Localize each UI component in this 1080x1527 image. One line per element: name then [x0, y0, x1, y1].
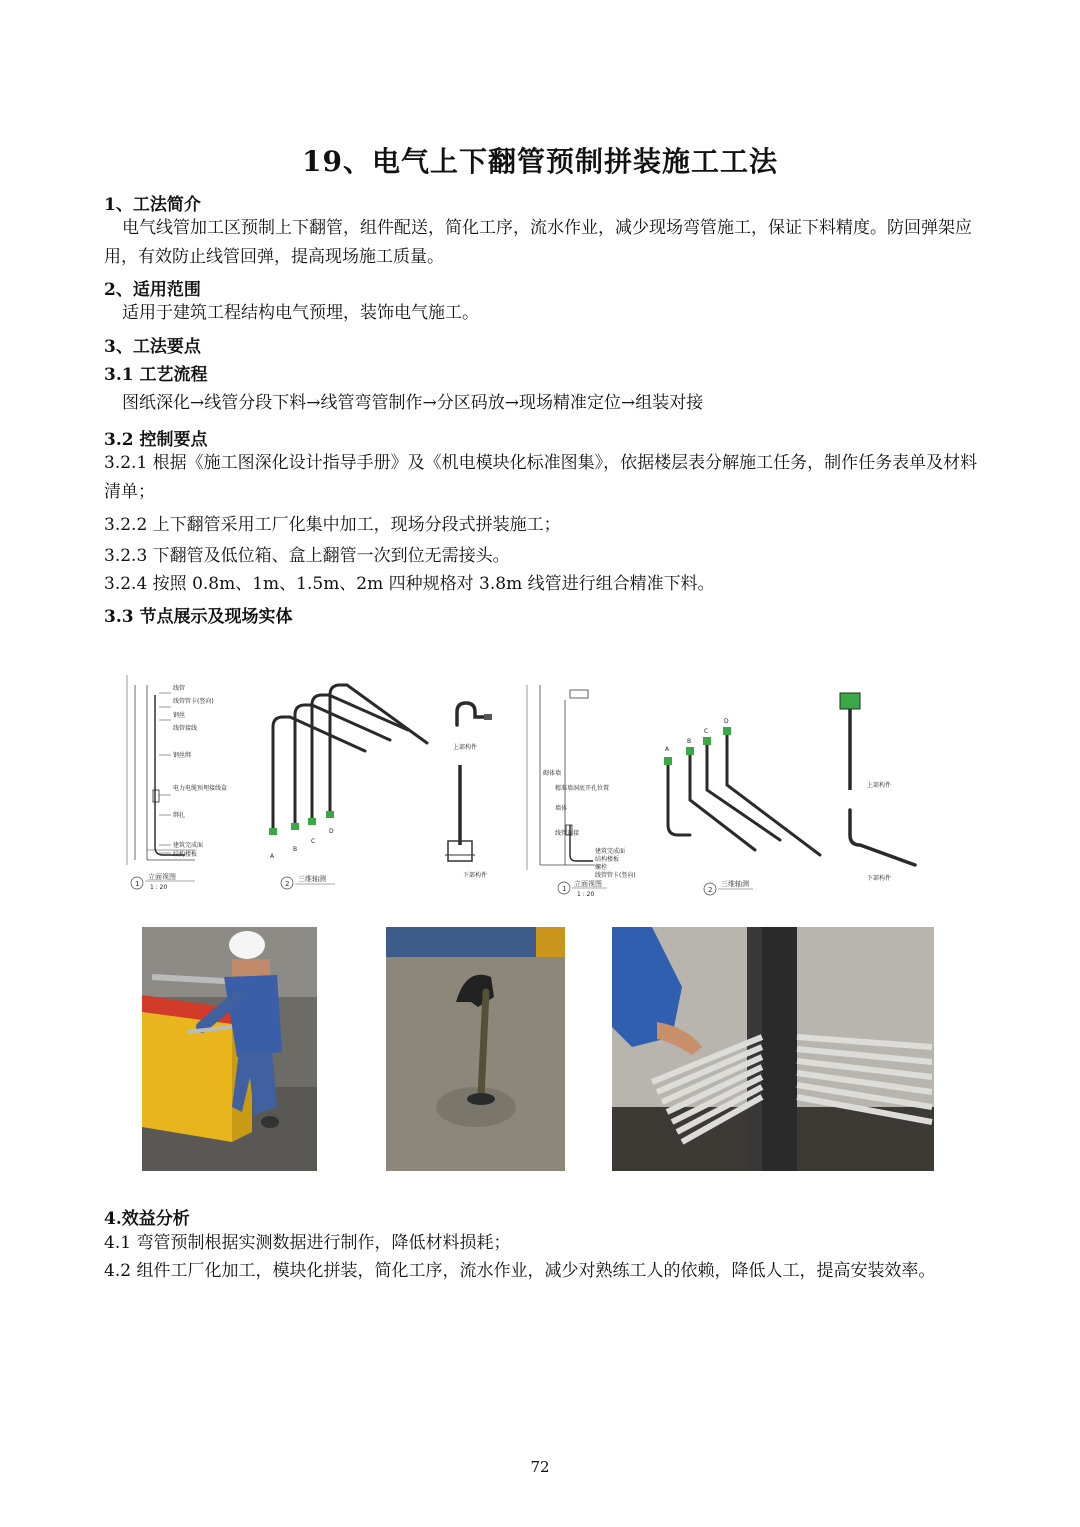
- note-label: 建筑完成面: [173, 842, 204, 849]
- pipe-letter: B: [293, 846, 298, 853]
- page-title: 19、电气上下翻管预制拼装施工工法: [302, 145, 778, 178]
- view-caption: 立面视图: [574, 880, 602, 888]
- prefabricated-pipes-bundle-photo: [612, 927, 934, 1171]
- component-label: 下部构件: [867, 875, 892, 882]
- section-1-heading: 1、工法简介: [104, 195, 201, 215]
- pipe-letter: B: [687, 738, 692, 745]
- note-label: 钢丝: [173, 712, 186, 719]
- page-number: 72: [530, 1458, 550, 1476]
- section-3-1-text: 图纸深化→线管分段下料→线管弯管制作→分区码放→现场精准定位→组装对接: [122, 393, 704, 413]
- section-4-heading: 4.效益分析: [104, 1209, 190, 1229]
- pipe-letter: A: [270, 853, 275, 860]
- note-label: 线管: [173, 685, 186, 692]
- control-point-item: 3.2.2 上下翻管采用工厂化集中加工，现场分段式拼装施工；: [104, 515, 561, 535]
- section-3-1-heading: 3.1 工艺流程: [104, 365, 208, 385]
- view-scale: 1 : 20: [150, 884, 168, 891]
- anti-rebound-stand-photo: [386, 927, 565, 1171]
- note-label: 结构楼板: [173, 851, 198, 858]
- component-label: 上部构件: [453, 744, 478, 751]
- note-label: 结构楼板: [595, 856, 620, 863]
- note-label: 建筑完成面: [595, 848, 626, 855]
- view-number: 1: [135, 880, 140, 888]
- note-label: 线管接线: [173, 725, 198, 732]
- note-label: 精准墙洞底开孔位置: [555, 785, 610, 792]
- view-number: 2: [285, 880, 290, 888]
- component-label: 上部构件: [867, 782, 892, 789]
- pipe-letter: D: [329, 828, 334, 835]
- benefit-item: 4.1 弯管预制根据实测数据进行制作，降低材料损耗；: [104, 1233, 511, 1253]
- worker-bending-pipe-photo: [142, 927, 317, 1171]
- left-components-view: [445, 703, 492, 879]
- pipe-letter: C: [704, 728, 709, 735]
- section-3-3-heading: 3.3 节点展示及现场实体: [104, 607, 293, 627]
- note-label: 钢丝绑: [173, 752, 192, 759]
- note-label: 墙体: [555, 805, 568, 812]
- section-1-text: 电气线管加工区预制上下翻管，组件配送，简化工序，流水作业，减少现场弯管施工，保证下料精度。防回弹架应用，有效防止线管回弹，提高现场施工质量。: [104, 218, 972, 267]
- view-caption: 三维轴测: [298, 875, 326, 883]
- control-point-item: 3.2.4 按照 0.8m、1m、1.5m、2m 四种规格对 3.8m 线管进行组合精准下料。: [104, 574, 715, 594]
- section-3-2-heading: 3.2 控制要点: [104, 430, 208, 450]
- note-label: 螺栓: [595, 864, 608, 871]
- note-label: 电力电缆预埋接线盒: [173, 785, 228, 792]
- view-number: 2: [708, 886, 713, 894]
- right-axonometric-view: [664, 718, 820, 895]
- control-point-item: 3.2.3 下翻管及低位箱、盒上翻管一次到位无需接头。: [104, 546, 510, 566]
- note-label: 线管连接: [555, 830, 580, 837]
- right-elevation-view: [527, 685, 636, 898]
- right-components-view: [840, 693, 915, 882]
- note-label: 砌体墙: [543, 770, 562, 777]
- note-label: 线管管卡(竖向): [173, 698, 214, 705]
- section-3-heading: 3、工法要点: [104, 337, 201, 357]
- view-number: 1: [562, 885, 567, 893]
- note-label: 线管管卡(竖向): [595, 872, 636, 879]
- left-elevation-view: [127, 675, 227, 891]
- view-caption: 立面视图: [148, 873, 176, 881]
- note-label: 绑扎: [173, 812, 186, 819]
- view-scale: 1 : 20: [577, 891, 595, 898]
- pipe-letter: C: [311, 838, 316, 845]
- node-drawings-figure: [115, 665, 935, 905]
- pipe-letter: A: [665, 746, 670, 753]
- left-axonometric-view: [269, 685, 427, 889]
- view-caption: 三维轴测: [721, 880, 749, 888]
- benefit-item: 4.2 组件工厂化加工，模块化拼装，简化工序，流水作业，减少对熟练工人的依赖，降低人工，提高安装效率。: [104, 1261, 936, 1281]
- section-2-text: 适用于建筑工程结构电气预埋，装饰电气施工。: [122, 303, 479, 323]
- component-label: 下部构件: [463, 872, 488, 879]
- pipe-letter: D: [724, 718, 729, 725]
- section-2-heading: 2、适用范围: [104, 280, 201, 300]
- control-point-item: 3.2.1 根据《施工图深化设计指导手册》及《机电模块化标准图集》，依据楼层表分解施工任务，制作任务表单及材料清单；: [104, 453, 978, 502]
